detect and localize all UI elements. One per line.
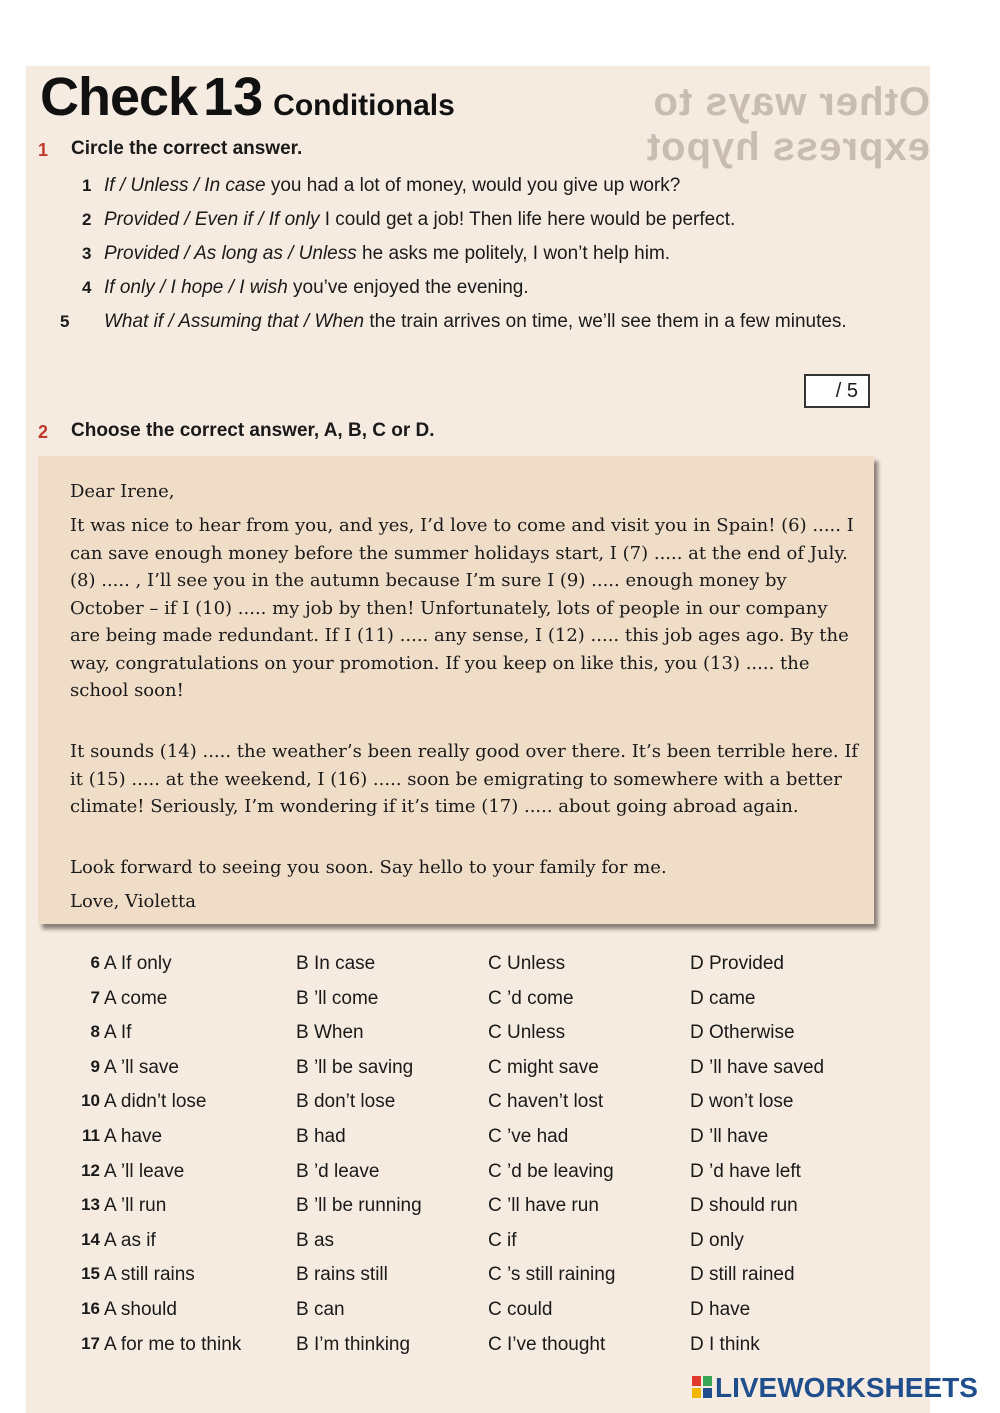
- answer-option-a[interactable]: A have: [104, 1126, 163, 1147]
- answer-option-b[interactable]: B rains still: [296, 1264, 388, 1286]
- answer-row-14: [70, 1230, 890, 1260]
- answer-row-15: [70, 1264, 890, 1294]
- answer-option-d[interactable]: D should run: [690, 1195, 798, 1217]
- answer-option-d[interactable]: D have: [690, 1299, 751, 1320]
- question-number: 1: [82, 176, 92, 195]
- answer-option-c[interactable]: C Unless: [488, 953, 566, 974]
- answer-option-c[interactable]: C Unless: [488, 1022, 566, 1044]
- letter-box: [38, 456, 874, 924]
- answer-option-b[interactable]: B don’t lose: [296, 1091, 396, 1113]
- answer-row-9: [70, 1057, 890, 1087]
- title-check: Check: [40, 67, 198, 127]
- answer-option-d[interactable]: D I think: [690, 1333, 760, 1355]
- question-options[interactable]: If / Unless / In case: [104, 175, 266, 196]
- answer-option-d[interactable]: D Otherwise: [690, 1022, 795, 1044]
- answer-number: 6: [90, 953, 100, 972]
- answer-option-b[interactable]: B can: [296, 1299, 345, 1320]
- answer-option-b[interactable]: B as: [296, 1229, 335, 1251]
- answer-option-b[interactable]: B ’ll be running: [296, 1195, 422, 1217]
- question-text: he asks me politely, I won’t help him.: [356, 243, 671, 264]
- answer-option-a[interactable]: A come: [104, 987, 168, 1009]
- question-text: I could get a job! Then life here would be perfect.: [319, 209, 736, 230]
- question-options[interactable]: Provided / As long as / Unless: [104, 243, 357, 264]
- answer-number: 14: [81, 1229, 100, 1249]
- question-3: [82, 240, 872, 267]
- question-number: 4: [82, 278, 92, 297]
- question-number: 3: [82, 244, 92, 263]
- answer-option-d[interactable]: D ’d have left: [690, 1160, 801, 1182]
- answer-option-a[interactable]: A ’ll save: [104, 1056, 179, 1078]
- section2-number: 2: [38, 422, 49, 442]
- worksheet-page: [26, 66, 930, 1413]
- question-options[interactable]: What if / Assuming that / When: [104, 311, 365, 332]
- answer-row-13: [70, 1195, 890, 1225]
- answer-number: 9: [90, 1056, 100, 1076]
- answer-option-a[interactable]: A should: [104, 1299, 177, 1320]
- answer-option-c[interactable]: C ’d come: [488, 987, 574, 1009]
- answer-number: 7: [90, 987, 100, 1007]
- answer-option-d[interactable]: D won’t lose: [690, 1091, 794, 1113]
- question-text: the train arrives on time, we’ll see them in a few minutes.: [364, 311, 847, 332]
- section1-instruction: Circle the correct answer.: [71, 138, 303, 159]
- answer-number: 17: [81, 1333, 100, 1353]
- answer-option-b[interactable]: B In case: [296, 953, 376, 974]
- answer-number: 8: [90, 1022, 100, 1042]
- question-1: [82, 172, 872, 199]
- letter-paragraph-2: It sounds (14) ..... the weather’s been really good over there. It’s been terrible here. If it (15) ..... at the weekend, I (16) ..... soon be emigrating to somewhere with a better climate! Seriously, I’m wondering if it’s time (17) ..... about going abroad again.: [70, 741, 859, 817]
- title-subtitle: Conditionals: [273, 89, 455, 122]
- answer-row-10: [70, 1091, 890, 1121]
- question-2: [82, 206, 872, 233]
- question-options[interactable]: If only / I hope / I wish: [104, 277, 288, 298]
- answer-number: 10: [81, 1091, 100, 1111]
- section1-number: 1: [38, 140, 49, 160]
- answer-number: 13: [81, 1195, 100, 1215]
- question-4: [82, 274, 872, 301]
- answer-option-a[interactable]: A as if: [104, 1229, 156, 1251]
- answer-option-d[interactable]: D only: [690, 1229, 744, 1251]
- answer-option-a[interactable]: A still rains: [104, 1264, 195, 1286]
- answer-option-b[interactable]: B When: [296, 1022, 364, 1044]
- question-number: 5: [60, 312, 70, 331]
- answer-option-c[interactable]: C I’ve thought: [488, 1333, 606, 1355]
- answer-option-a[interactable]: A for me to think: [104, 1333, 242, 1355]
- answer-option-c[interactable]: C if: [488, 1229, 517, 1251]
- answer-row-17: [70, 1334, 890, 1364]
- answer-option-b[interactable]: B ’ll be saving: [296, 1056, 414, 1078]
- answer-option-c[interactable]: C ’d be leaving: [488, 1160, 614, 1182]
- answer-number: 15: [81, 1264, 100, 1284]
- answer-option-a[interactable]: A ’ll leave: [104, 1160, 185, 1182]
- question-options[interactable]: Provided / Even if / If only: [104, 209, 320, 230]
- answer-option-c[interactable]: C could: [488, 1299, 553, 1320]
- section1-score-box[interactable]: / 5: [804, 374, 870, 408]
- page-title: [40, 66, 455, 128]
- answer-option-d[interactable]: D still rained: [690, 1264, 795, 1286]
- answer-row-11: [70, 1126, 890, 1156]
- liveworksheets-logo-text: LIVEWORKSHEETS: [715, 1372, 978, 1403]
- answer-number: 16: [81, 1299, 100, 1318]
- answer-option-d[interactable]: D Provided: [690, 953, 784, 974]
- answer-option-b[interactable]: B ’ll come: [296, 987, 379, 1009]
- bleed-through-text: Other ways to express hypot: [645, 80, 930, 169]
- liveworksheets-logo[interactable]: [692, 1372, 978, 1404]
- answer-row-8: [70, 1022, 890, 1052]
- answer-option-c[interactable]: C might save: [488, 1056, 599, 1078]
- answer-option-b[interactable]: B ’d leave: [296, 1160, 380, 1182]
- answer-option-a[interactable]: A didn’t lose: [104, 1091, 207, 1113]
- answer-option-d[interactable]: D came: [690, 987, 756, 1009]
- answer-option-a[interactable]: A If: [104, 1022, 132, 1044]
- liveworksheets-logo-icon: [692, 1376, 712, 1398]
- question-number: 2: [82, 210, 92, 229]
- answer-row-12: [70, 1161, 890, 1191]
- answer-number: 12: [81, 1160, 100, 1180]
- answer-option-a[interactable]: A If only: [104, 953, 172, 974]
- answer-option-c[interactable]: C ’ve had: [488, 1126, 569, 1147]
- answer-row-7: [70, 988, 890, 1018]
- answer-option-c[interactable]: C haven’t lost: [488, 1091, 604, 1113]
- answer-option-b[interactable]: B I’m thinking: [296, 1333, 411, 1355]
- letter-paragraph-3: Look forward to seeing you soon. Say hello to your family for me.: [70, 857, 667, 878]
- letter-paragraph-1: It was nice to hear from you, and yes, I’d love to come and visit you in Spain! (6) ..... I can save enough money before the summer holidays start, I (7) ..... at the end of July. (8) ..... , I’ll see you in the autumn because I’m sure I (9) ..... enough money by October – if I (10) ..... my job by then! Unfortunately, lots of people in our company are being made redundant. If I (11) ..... any sense, I (12) ..... this job ages ago. By the way, congratulations on your promotion. If you keep on like this, you (13) ..... the school soon!: [70, 515, 854, 701]
- answer-option-c[interactable]: C ’s still raining: [488, 1264, 616, 1286]
- answer-row-16: [70, 1299, 890, 1329]
- question-text: you had a lot of money, would you give up work?: [265, 175, 681, 196]
- question-5: [60, 308, 894, 335]
- question-text: you’ve enjoyed the evening.: [287, 277, 529, 298]
- section2-instruction: Choose the correct answer, A, B, C or D.: [71, 420, 435, 441]
- answer-number: 11: [82, 1126, 100, 1145]
- answer-row-6: [70, 953, 890, 983]
- letter-signoff: Love, Violetta: [70, 891, 196, 912]
- answer-option-d[interactable]: D ’ll have: [690, 1126, 769, 1147]
- answer-option-a[interactable]: A ’ll run: [104, 1195, 167, 1217]
- title-number: 13: [203, 67, 264, 127]
- letter-greeting: Dear Irene,: [70, 481, 175, 502]
- answer-option-c[interactable]: C ’ll have run: [488, 1195, 599, 1217]
- answer-option-d[interactable]: D ’ll have saved: [690, 1056, 825, 1078]
- answer-option-b[interactable]: B had: [296, 1126, 346, 1147]
